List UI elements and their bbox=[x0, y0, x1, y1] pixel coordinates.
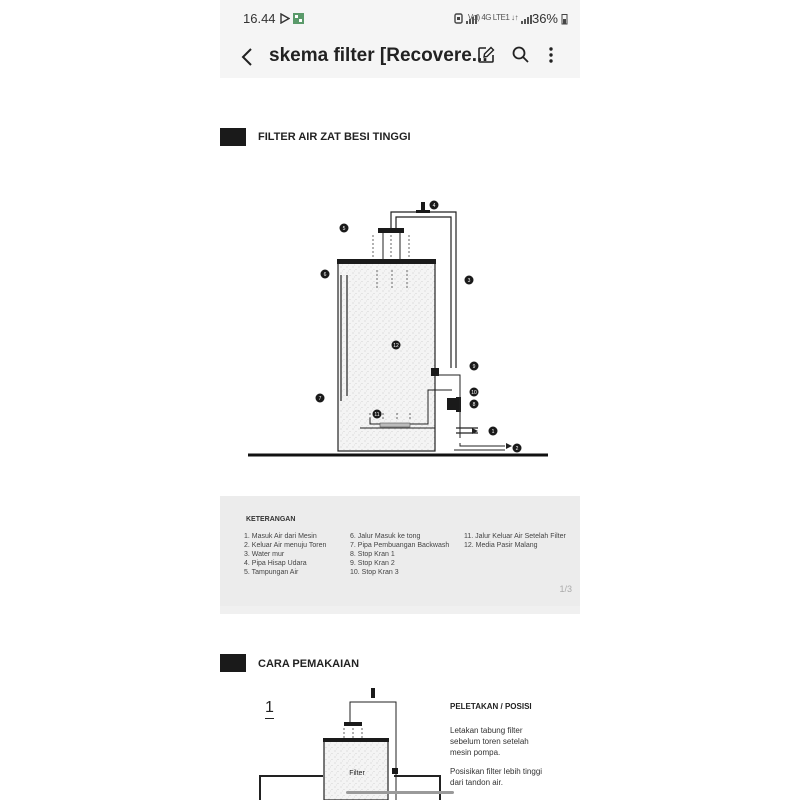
legend-item: 7. Pipa Pembuangan Backwash bbox=[350, 542, 450, 549]
more-vert-icon[interactable] bbox=[547, 45, 555, 65]
legend-item: 2. Keluar Air menuju Toren bbox=[244, 542, 327, 549]
step-text-line: mesin pompa. bbox=[450, 748, 501, 757]
filter-label: Filter bbox=[349, 770, 365, 777]
wifi-hotspot-icon bbox=[454, 13, 463, 24]
marker-11: 11 bbox=[374, 412, 380, 418]
app-bar bbox=[220, 38, 580, 78]
section-marker bbox=[220, 128, 246, 146]
step-text-line: dari tandon air. bbox=[450, 778, 503, 787]
marker-2: 2 bbox=[515, 446, 519, 452]
pdf-page-1[interactable] bbox=[220, 78, 580, 606]
placement-diagram bbox=[220, 684, 450, 800]
legend-title: KETERANGAN bbox=[246, 516, 296, 523]
legend-item: 12. Media Pasir Malang bbox=[464, 542, 538, 549]
status-time: 16.44 bbox=[243, 11, 276, 26]
back-arrow-icon[interactable] bbox=[238, 46, 258, 68]
legend-item: 8. Stop Kran 1 bbox=[350, 551, 395, 558]
marker-8: 8 bbox=[472, 402, 476, 408]
legend-item: 11. Jalur Keluar Air Setelah Filter bbox=[464, 533, 566, 540]
marker-9: 9 bbox=[472, 364, 476, 370]
phone-screen bbox=[220, 0, 580, 800]
legend-item: 3. Water mur bbox=[244, 551, 285, 558]
marker-4: 4 bbox=[432, 203, 436, 209]
step-text-line: Letakan tabung filter bbox=[450, 726, 523, 735]
section-marker bbox=[220, 654, 246, 672]
marker-1: 1 bbox=[491, 429, 495, 435]
legend-item: 9. Stop Kran 2 bbox=[350, 560, 395, 567]
search-icon[interactable] bbox=[511, 45, 531, 65]
section-title-usage: CARA PEMAKAIAN bbox=[258, 658, 360, 670]
section-title-filter: FILTER AIR ZAT BESI TINGGI bbox=[258, 131, 411, 143]
step-heading: PELETAKAN / POSISI bbox=[450, 702, 532, 711]
marker-7: 7 bbox=[318, 396, 322, 402]
battery-percent: 36% bbox=[531, 11, 558, 26]
status-bar bbox=[220, 0, 580, 38]
marker-5: 5 bbox=[342, 226, 346, 232]
step-number: 1 bbox=[265, 699, 274, 719]
filter-schematic-diagram bbox=[220, 188, 580, 468]
page-gap bbox=[220, 606, 580, 614]
document-title: skema filter [Recovere... bbox=[269, 45, 488, 66]
step-text-line: Posisikan filter lebih tinggi bbox=[450, 767, 543, 776]
edit-icon[interactable] bbox=[476, 45, 496, 65]
step-text-line: sebelum toren setelah bbox=[450, 737, 529, 746]
legend-item: 1. Masuk Air dari Mesin bbox=[244, 533, 317, 540]
play-icon bbox=[280, 13, 290, 24]
legend-panel bbox=[220, 496, 580, 606]
marker-12: 12 bbox=[393, 343, 399, 349]
home-indicator[interactable] bbox=[346, 791, 454, 794]
network-status: Vol) 4G LTE1 ↓↑ bbox=[467, 13, 518, 22]
page-indicator: 1/3 bbox=[559, 584, 572, 594]
legend-item: 6. Jalur Masuk ke tong bbox=[350, 533, 421, 540]
legend-item: 10. Stop Kran 3 bbox=[350, 569, 399, 576]
battery-icon bbox=[561, 13, 568, 25]
pdf-page-2[interactable] bbox=[220, 614, 580, 800]
legend-item: 5. Tampungan Air bbox=[244, 569, 299, 576]
legend-item: 4. Pipa Hisap Udara bbox=[244, 560, 307, 567]
marker-3: 3 bbox=[467, 278, 471, 284]
marker-6: 6 bbox=[323, 272, 327, 278]
qr-icon bbox=[293, 13, 304, 24]
marker-10: 10 bbox=[471, 390, 477, 396]
